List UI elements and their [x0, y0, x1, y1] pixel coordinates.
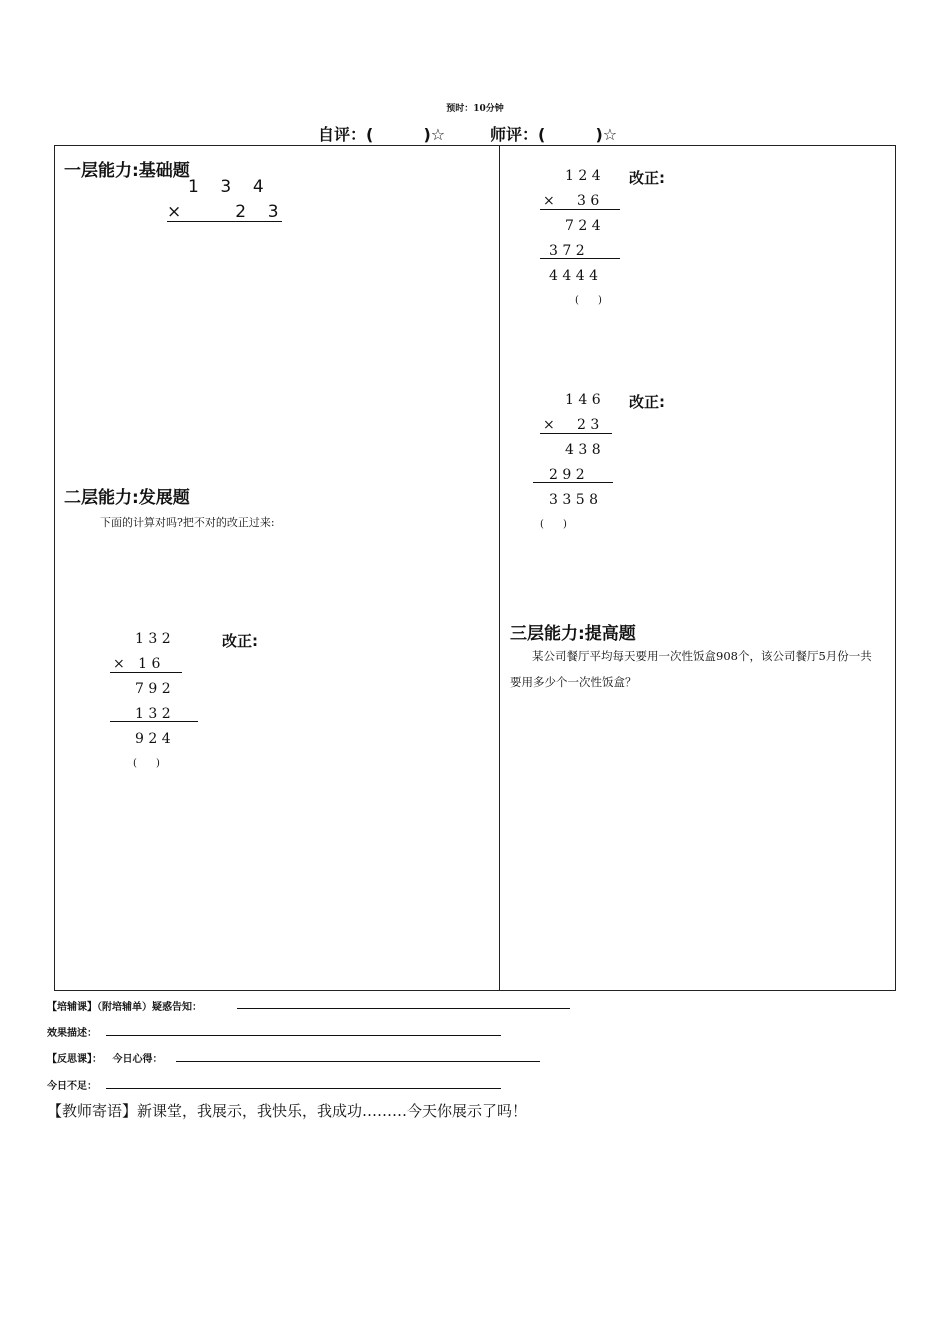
s2-fix-label: 改正:	[222, 632, 258, 650]
section2-instruction: 下面的计算对吗?把不对的改正过来:	[100, 516, 275, 529]
r2-rule2	[533, 482, 613, 483]
s2-answer-paren: ( )	[133, 758, 160, 769]
s2-calc-row5: 9 2 4	[135, 731, 171, 747]
r1-calc-row2: × 3 6	[543, 193, 600, 209]
r1-rule2	[540, 258, 620, 259]
r2-calc-row3: 4 3 8	[565, 442, 601, 458]
r1-rule1	[540, 209, 620, 210]
s2-rule2	[110, 721, 198, 722]
self-eval: 自评：( )☆	[318, 125, 446, 144]
section1-heading: 一层能力:基础题	[64, 161, 190, 181]
time-note: 预时：10分钟	[446, 104, 504, 114]
footer-effect-label: 效果描述：	[47, 1028, 97, 1039]
footer-tutoring-label: 【培辅课】（附培辅单）疑惑告知：	[47, 1002, 202, 1013]
section3-heading: 三层能力:提高题	[510, 624, 636, 644]
section3-problem-line2: 要用多少个一次性饭盒？	[510, 675, 637, 689]
footer-reflection-label: 【反思课】： 今日心得：	[47, 1054, 163, 1065]
section1-rule	[167, 221, 282, 222]
column-divider	[499, 145, 500, 991]
s2-calc-row3: 7 9 2	[135, 681, 171, 697]
worksheet-frame	[54, 145, 896, 991]
footer-reflection-line[interactable]	[176, 1061, 540, 1062]
r1-calc-row3: 7 2 4	[565, 218, 601, 234]
teacher-eval: 师评：( )☆	[490, 125, 618, 144]
r2-calc-row1: 1 4 6	[565, 392, 601, 408]
s2-calc-row4: 1 3 2	[135, 706, 171, 722]
s2-rule1	[110, 672, 182, 673]
teacher-message: 【教师寄语】新课堂，我展示，我快乐，我成功………今天你展示了吗！	[47, 1102, 528, 1120]
r1-calc-row5: 4 4 4 4	[549, 268, 598, 284]
s2-calc-row1: 1 3 2	[135, 631, 171, 647]
footer-shortcoming-label: 今日不足：	[47, 1081, 97, 1092]
r1-answer-paren: ( )	[575, 295, 602, 306]
r2-calc-row5: 3 3 5 8	[549, 492, 598, 508]
r2-answer-paren: ( )	[540, 519, 567, 530]
footer-shortcoming-line[interactable]	[106, 1088, 501, 1089]
s2-calc-row2: × 1 6	[113, 656, 161, 672]
r1-fix-label: 改正:	[629, 169, 665, 187]
r2-calc-row2: × 2 3	[543, 417, 600, 433]
section3-problem-line1: 某公司餐厅平均每天要用一次性饭盒908个，该公司餐厅5月份一共	[532, 649, 872, 663]
r1-calc-row4: 3 7 2	[549, 243, 585, 259]
r1-calc-row1: 1 2 4	[565, 168, 601, 184]
footer-tutoring-line[interactable]	[237, 1008, 570, 1009]
r2-rule1	[540, 433, 612, 434]
section2-heading: 二层能力:发展题	[64, 488, 190, 508]
section1-row2: × 2 3	[167, 202, 279, 222]
r2-calc-row4: 2 9 2	[549, 467, 585, 483]
section1-row1: 1 3 4	[188, 177, 264, 197]
r2-fix-label: 改正:	[629, 393, 665, 411]
footer-effect-line[interactable]	[106, 1035, 501, 1036]
